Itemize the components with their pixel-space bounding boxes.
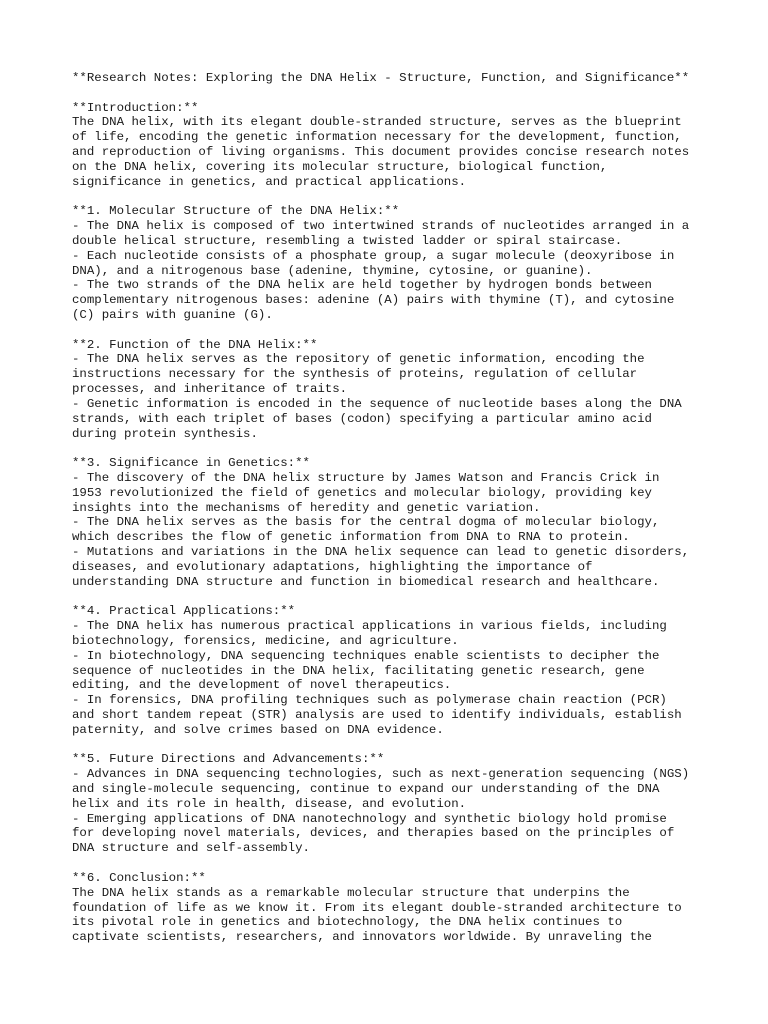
- document-title: **Research Notes: Exploring the DNA Helix - Structure, Function, and Significance**: [72, 71, 690, 85]
- section-text-line: - The DNA helix has numerous practical applications in various fields, including: [72, 619, 667, 634]
- section-block: [72, 752, 712, 856]
- section-block: [72, 871, 712, 945]
- section-text-line: foundation of life as we know it. From its elegant double-stranded architecture to: [72, 900, 682, 915]
- section-text-line: understanding DNA structure and function in biomedical research and healthcare.: [72, 574, 660, 589]
- section-text-line: helix and its role in health, disease, and evolution.: [72, 796, 467, 811]
- sections-container: [72, 101, 712, 945]
- section-text-line: - The DNA helix is composed of two intertwined strands of nucleotides arranged in a: [72, 219, 690, 234]
- section-text-line: - In forensics, DNA profiling techniques such as polymerase chain reaction (PCR): [72, 693, 667, 708]
- section-text-line: paternity, and solve crimes based on DNA evidence.: [72, 722, 444, 737]
- section-text-line: - The DNA helix serves as the repository of genetic information, encoding the: [72, 352, 645, 367]
- section-text-line: biotechnology, forensics, medicine, and agriculture.: [72, 633, 459, 648]
- section-block: [72, 338, 712, 442]
- section-text-line: - The two strands of the DNA helix are held together by hydrogen bonds between: [72, 278, 652, 293]
- section-block: [72, 204, 712, 323]
- section-text-line: editing, and the development of novel therapeutics.: [72, 678, 452, 693]
- section-text-line: of life, encoding the genetic information necessary for the development, function,: [72, 130, 682, 145]
- section-text-line: significance in genetics, and practical applications.: [72, 174, 467, 189]
- section-heading: **3. Significance in Genetics:**: [72, 456, 310, 471]
- section-text-line: for developing novel materials, devices, and therapies based on the principles of: [72, 826, 675, 841]
- document-title-block: [72, 71, 712, 86]
- section-heading: **Introduction:**: [72, 100, 199, 115]
- section-text-line: - Emerging applications of DNA nanotechnology and synthetic biology hold promise: [72, 811, 667, 826]
- section-heading: **6. Conclusion:**: [72, 870, 206, 885]
- section-text-line: - The discovery of the DNA helix structure by James Watson and Francis Crick in: [72, 470, 660, 485]
- section-text-line: instructions necessary for the synthesis of proteins, regulation of cellular: [72, 367, 638, 382]
- section-heading: **1. Molecular Structure of the DNA Helix:**: [72, 204, 400, 219]
- section-text-line: and single-molecule sequencing, continue to expand our understanding of the DNA: [72, 782, 660, 796]
- section-text-line: The DNA helix, with its elegant double-stranded structure, serves as the blueprint: [72, 115, 682, 130]
- section-text-line: strands, with each triplet of bases (codon) specifying a particular amino acid: [72, 411, 652, 426]
- section-text-line: complementary nitrogenous bases: adenine (A) pairs with thymine (T), and cytosine: [72, 293, 675, 308]
- section-text-line: - The DNA helix serves as the basis for the central dogma of molecular biology,: [72, 515, 660, 530]
- section-text-line: double helical structure, resembling a twisted ladder or spiral staircase.: [72, 233, 623, 248]
- section-block: [72, 604, 712, 737]
- document-body: [72, 71, 712, 960]
- section-text-line: sequence of nucleotides in the DNA helix, facilitating genetic research, gene: [72, 663, 645, 678]
- section-text-line: and reproduction of living organisms. This document provides concise research notes: [72, 145, 690, 160]
- section-text-line: 1953 revolutionized the field of genetics and molecular biology, providing key: [72, 485, 652, 500]
- section-text-line: - Advances in DNA sequencing technologies, such as next-generation sequencing (NGS): [72, 767, 690, 782]
- section-text-line: captivate scientists, researchers, and innovators worldwide. By unraveling the: [72, 930, 652, 945]
- section-text-line: - Mutations and variations in the DNA helix sequence can lead to genetic disorders,: [72, 545, 690, 559]
- section-text-line: insights into the mechanisms of heredity and genetic variation.: [72, 500, 541, 515]
- section-text-line: on the DNA helix, covering its molecular structure, biological function,: [72, 159, 608, 174]
- section-text-line: which describes the flow of genetic information from DNA to RNA to protein.: [72, 530, 630, 545]
- section-block: [72, 101, 712, 190]
- section-text-line: its pivotal role in genetics and biotechnology, the DNA helix continues to: [72, 915, 623, 930]
- section-heading: **4. Practical Applications:**: [72, 604, 296, 619]
- section-heading: **5. Future Directions and Advancements:**: [72, 752, 385, 767]
- section-heading: **2. Function of the DNA Helix:**: [72, 337, 318, 352]
- section-text-line: - In biotechnology, DNA sequencing techniques enable scientists to decipher the: [72, 648, 660, 663]
- section-text-line: DNA structure and self-assembly.: [72, 841, 310, 856]
- section-text-line: DNA), and a nitrogenous base (adenine, thymine, cytosine, or guanine).: [72, 263, 593, 278]
- section-text-line: diseases, and evolutionary adaptations, highlighting the importance of: [72, 559, 593, 574]
- section-text-line: and short tandem repeat (STR) analysis are used to identify individuals, establish: [72, 707, 682, 722]
- section-text-line: - Each nucleotide consists of a phosphate group, a sugar molecule (deoxyribose in: [72, 248, 675, 263]
- section-block: [72, 456, 712, 589]
- section-text-line: processes, and inheritance of traits.: [72, 382, 348, 397]
- section-text-line: (C) pairs with guanine (G).: [72, 308, 273, 322]
- section-text-line: The DNA helix stands as a remarkable molecular structure that underpins the: [72, 885, 630, 900]
- section-text-line: - Genetic information is encoded in the sequence of nucleotide bases along the DNA: [72, 396, 682, 411]
- section-text-line: during protein synthesis.: [72, 426, 258, 441]
